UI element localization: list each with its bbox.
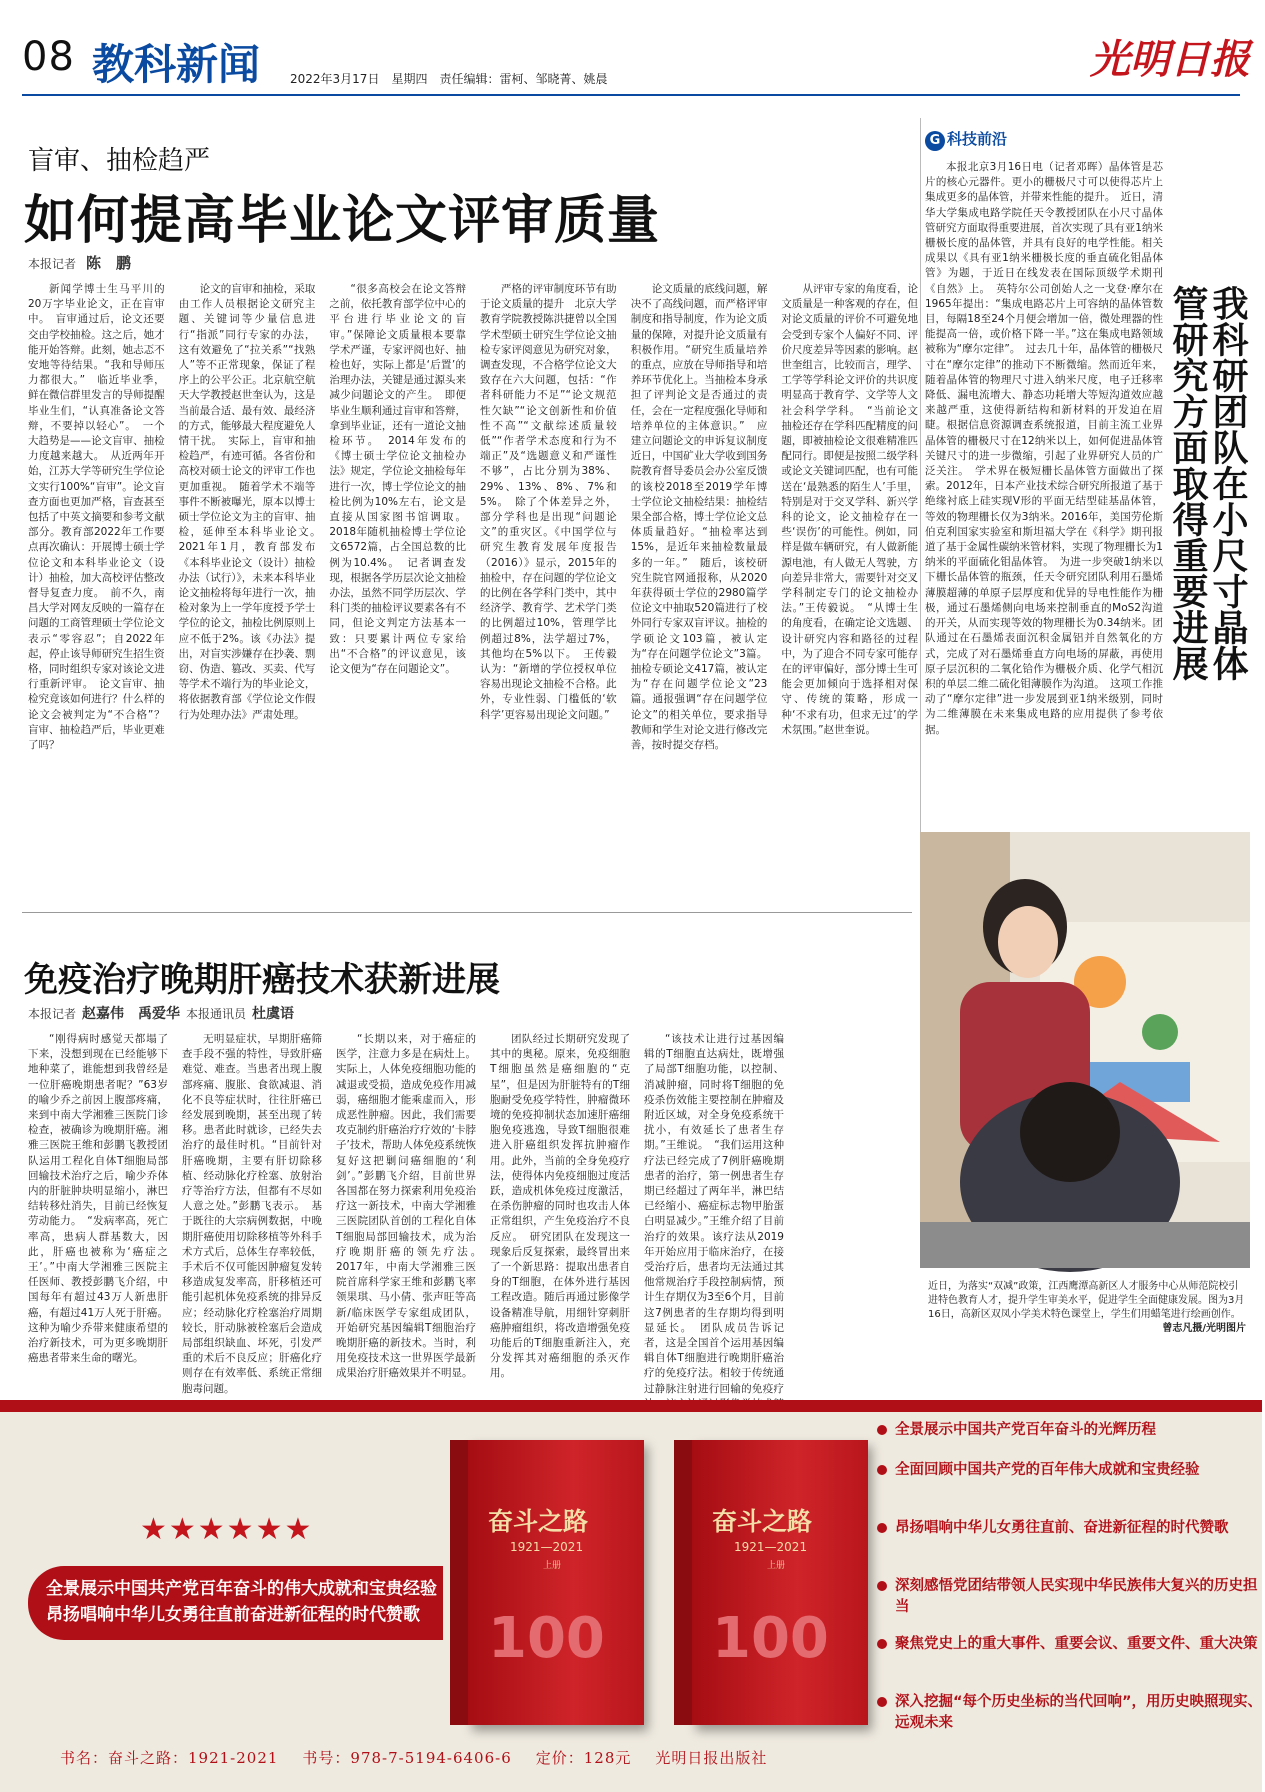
- article2-title: 免疫治疗晚期肝癌技术获新进展: [24, 960, 500, 1000]
- book-title: 奋斗之路: [712, 1507, 813, 1536]
- book-title: 奋斗之路: [488, 1507, 589, 1536]
- article1-byline: [28, 252, 131, 273]
- article2-body: [28, 1032, 918, 1394]
- book-volume: 上册: [767, 1561, 786, 1571]
- article1-column: 论文的盲审和抽检，采取由工作人员根据论文研究主题、关键词等少量信息进行“指派”同行专家的办法，这有效避免了“拉关系”“找熟人”等不正常现象，保证了程序上的公平公正。北京航空航天大学教授赵世奎认为，这是当前最合适、最有效、最经济的方式，能够最大程度避免人情干扰。 实际上，盲审和抽检趋严，有迹可循。各省份和高校对硕士论文的评审工作也更加重视。 随着学术不端等事件不断被曝光，原本以博士硕士学位论文为主的盲审、抽检，延伸至本科毕业论文。 2021年1月，教育部发布《本科毕业论文（设计）抽检办法（试行）》，未来本科毕业论文抽检将每年进行一次，抽检对象为上一学年度授予学士学位的论文，抽检比例原则上应不低于2%。该《办法》提出，对盲实涉嫌存在抄袭、剽窃、伪造、篡改、买卖、代写等学术不端行为的毕业论文，将依据教育部《学位论文作假行为处理办法》严肃处理。: [178, 283, 326, 721]
- photo-caption: 近日，为落实“双减”政策，江西鹰潭高新区人才服务中心从师范院校引进特色教育人才，提升学生审美水平，促进学生全面健康发展。图为3月16日，高新区双凤小学美术特色课堂上，学生们用蜡笔进行绘画创作。 曾志凡摄/光明图片: [928, 1281, 1246, 1334]
- book-info-line: [60, 1747, 791, 1768]
- article1-column: 论文质量的底线问题，解决不了高线问题，而严格评审制度和指导制度，作为论文质量的保障，对提升论文质量有积极作用。“研究生质量培养的重点，应放在导师指导和培养环节优化上。当抽检本身承担了评判论文是否通过的责任，会在一定程度强化导师和培养单位的主体意识。” 应建立问题论文的申诉复议制度 近日，中国矿业大学收到国务院教育督导委员会办公室反馈的该校2018至2019学年博士学位论文抽检结果：抽检结果全部合格，博士学位论文总体质量趋好。“抽检率达到15%，是近年来抽检数量最多的一年。” 随后，该校研究生院官网通报称，从2020年获得硕士学位的2980篇学位论文中抽取520篇进行了校外同行专家双盲评议。抽检的学硕论文103篇，被认定为“存在问题学位论文”3篇。抽检专硕论文417篇，被认定为“存在问题学位论文”23篇。通报强调“存在问题学位论文”的相关单位，要求指导教师和学生对论文进行修改完善，按时提交存档。: [630, 283, 778, 752]
- article1-column: 从评审专家的角度看，论文质量是一种客观的存在，但对论文质量的评价不可避免地会受到专家个人偏好不同、评价尺度差异等因素的影响。赵世奎组言，比较而言，理学、工学等学科论文评价的共识度明显高于教育学、文学等人文社会科学学科。 “当前论文抽检还存在学科匹配精度的问题，即被抽检论文很难精准匹配同行。即便是按照二级学科或论文关键词匹配，也有可能送在‘最熟悉的陌生人’手里，特别是对于交叉学科、新兴学科的论文，论文抽检存在一些‘误伤’的可能性。例如，同样是做车辆研究，有人做新能源电池，有人做无人驾驶，方向差异非常大，需要针对交叉学科制定专门的论文抽检办法。”王传毅说。 “从博士生的角度看，在确定论文选题、设计研究内容和路径的过程中，为了迎合不同专家可能存在的评审偏好，部分博士生可能会更加倾向于选择相对保守、传统的策略，形成一种‘不求有功，但求无过’的学术氛围。”赵世奎说。: [781, 283, 919, 736]
- sidebar-body: [925, 160, 1163, 930]
- book-isbn: 书号：978-7-5194-6406-6: [302, 1749, 512, 1767]
- sidebar-column: 本报北京3月16日电（记者邓晖）晶体管是芯片的核心元器件。更小的栅极尺寸可以使得芯片上集成更多的晶体管，并带来性能的提升。 近日，清华大学集成电路学院任天令教授团队在小尺寸晶体管研究方面取得重要进展，首次实现了具有亚1纳米栅极长度的晶体管，并具有良好的电学性能。相关成果以《具有亚1纳米栅极长度的垂直硫化钼晶体管》为题，于近日在线发表在国际顶级学术期刊《自然》上。 英特尔公司创始人之一戈登·摩尔在1965年提出：“集成电路芯片上可容纳的晶体管数目，每隔18至24个月便会增加一倍，微处理器的性能提高一倍，或价格下降一半。”这在集成电路领域被称为“摩尔定律”。 过去几十年，晶体管的栅极尺寸在“摩尔定律”的推动下不断微缩。然而近年来，随着晶体管的物理尺寸进入纳米尺度，电子迁移率降低、漏电流增大、静态功耗增大等短沟道效应越来越严重，这使得新结构和新材料的开发迫在眉睫。根据信息资源调查系统报道，目前主流工业界晶体管的栅极尺寸在12纳米以上，如何促进晶体管关键尺寸的进一步微缩，引起了业界研究人员的广泛关注。 学术界在极短栅长晶体管方面做出了探索。2012年，日本产业技术综合研究所报道了基于绝缘衬底上硅实现V形的平面无结型硅基晶体管，等效的物理栅长仅为3纳米。2016年，美国劳伦斯伯克利国家实验室和斯坦福大学在《科学》期刊报道了基于金属性碳纳米管材料，实现了物理栅长为1纳米的平面硫化钼晶体管。 为进一步突破1纳米以下栅长晶体管的瓶颈，任天令研究团队利用石墨烯薄膜超薄的单原子层厚度和优异的导电性能作为栅极，通过石墨烯侧向电场来控制垂直的MoS2沟道的开关，从而实现等效的物理栅长为0.34纳米。团队通过在石墨烯表面沉积金属铝并自然氧化的方式，完成了对石墨烯垂直方向电场的屏蔽，再使用原子层沉积的二氧化铪作为栅极介质、化学气相沉积的单层二维二硫化钼薄膜作为沟道。 这项工作推动了“摩尔定律”进一步发展到亚1纳米级别，同时为二维薄膜在未来集成电路的应用提供了参考依据。: [925, 161, 1163, 736]
- article1-title: 如何提高毕业论文评审质量: [24, 190, 661, 251]
- book-years: 1921—2021: [734, 1540, 808, 1554]
- ad-bullet: 昂扬唱响中华儿女勇往直前、奋进新征程的时代赞歌: [875, 1518, 1265, 1539]
- page-number: 08: [22, 34, 75, 80]
- article2-column: “长期以来，对于癌症的医学，注意力多是在病灶上。实际上，人体免疫细胞功能的减退或受损，造成免疫作用减弱，癌细胞才能乘虚而入，形成恶性肿瘤。因此，我们需要攻克制约肝癌治疗疗效的‘卡脖子’技术，帮助人体免疫系统恢复好这把剿问癌细胞的‘利剑’。”彭鹏飞介绍，目前世界各国都在努力探索利用免疫治疗这一新技术，中南大学湘雅三医院团队首创的工程化自体T细胞局部回输技术，成为治疗晚期肝癌的领先疗法。 2017年，中南大学湘雅三医院首席科学家王维和彭鹏飞率领果琪、马小倩、张声旺等高新/临床医学专家组成团队，开始研究基因编辑T细胞治疗晚期肝癌的新技术。当时，利用免疫技术这一世界医学最新成果治疗肝癌效果并不明显。: [336, 1033, 487, 1380]
- ad-top-band: [0, 1400, 1262, 1412]
- header-rule: [22, 94, 1240, 96]
- article2-column: 团队经过长期研究发现了其中的奥秘。原来，免疫细胞T细胞虽然是癌细胞的“克星”，但是因为肝脏特有的T细胞耐受免疫学特性，肿瘤微环境的免疫抑制状态加速肝癌细胞免疫逃逸，导致T细胞很难进入肝癌组织发挥抗肿瘤作用。此外，当前的全身免疫疗法，使得体内免疫细胞过度活跃，造成机体免疫过度激活，在杀伤肿瘤的同时也攻击人体正常组织，产生免疫治疗不良反应。 研究团队在发现这一现象后反复探索，最终冒出来了一个新思路：提取出患者自身的T细胞，在体外进行基因工程改造。随后再通过影像学设备精准导航，用细针穿刺肝癌肿瘤组织，将改造增强免疫功能后的T细胞重新注入，充分发挥其对癌细胞的杀灭作用。: [490, 1033, 630, 1380]
- newspaper-masthead-logo: 光明日报: [1090, 36, 1250, 83]
- article1-column: 严格的评审制度环节有助于论文质量的提升 北京大学教育学院教授陈洪捷曾以全国学术型硕士研究生学位论文抽检专家评阅意见为研究对象，调查发现，不合格学位论文大致存在六大问题，包括：“作者科研能力不足”“论文规范性欠缺”“论文创新性和价值性不高”“文献综述质量较低”“作者学术态度和行为不端正”及“选题意义和严谨性不够”，占比分别为38%、29%、13%、8%、7%和5%。 除了个体差异之外，部分学科也是出现“问题论文”的重灾区。《中国学位与研究生教育发展年度报告（2016）》显示，2015年的抽检中，存在问题的学位论文的比例在各学科门类中，其中经济学、教育学、艺术学门类的比例超过10%，管理学比例超过8%，法学超过7%，其他均在5%以下。 王传毅认为：“新增的学位授权单位容易出现论文抽检不合格。此外，专业性弱、门槛低的‘软科学’更容易出现论文问题。”: [480, 283, 617, 721]
- book-spine: [674, 1440, 692, 1725]
- sidebar-rule: [920, 118, 921, 940]
- article2-column: “刚得病时感觉天都塌了下来，没想到现在已经能够下地种菜了，谁能想到我曾经是一位肝癌晚期患者呢？”63岁的喻少乔之前因上腹部疼痛，来到中南大学湘雅三医院门诊检查，被确诊为晚期肝癌。湘雅三医院王维和彭鹏飞教授团队运用工程化自体T细胞局部回输技术治疗之后，喻少乔体内的肝脏肿块明显缩小，淋巴结转移灶消失，目前已经恢复劳动能力。 “发病率高，死亡率高，患病人群基数大，因此，肝癌也被称为‘癌症之王’。”中南大学湘雅三医院主任医师、教授彭鹏飞介绍，中国每年有超过43万人新患肝癌，有超过41万人死于肝癌。这种为喻少乔带来健康希望的治疗新技术，可为更多晚期肝癌患者带来生命的曙光。: [28, 1033, 168, 1365]
- top-bar: [0, 18, 1262, 24]
- article2-byline: 本报记者 赵嘉伟 禹爱华 本报通讯员 杜虞语: [28, 1006, 295, 1022]
- book-100-mark: 100: [488, 1606, 605, 1671]
- stars-decoration: ★★★★★★: [140, 1512, 314, 1547]
- book-volume: 上册: [543, 1561, 562, 1571]
- ad-bullet: 全面回顾中国共产党的百年伟大成就和宝贵经验: [875, 1460, 1265, 1481]
- photo-credit: 曾志凡摄/光明图片: [1162, 1323, 1246, 1334]
- ad-bullet: 全景展示中国共产党百年奋斗的光辉历程: [875, 1420, 1265, 1441]
- book-publisher: 光明日报出版社: [655, 1749, 768, 1767]
- article1-column: 新闻学博士生马平川的20万字毕业论文，正在盲审中。 盲审通过后，论文还要交由学校抽检。这之后，她才能开始答辩。此刻，她忐忑不安地等待结果。“我和导师压力都很大。” 临近毕业季，鲜在微信群里发言的导师提醒毕业生们，“认真准备论文答辩，不要掉以轻心”。 一个大趋势是——论文盲审、抽检力度越来越大。 从近两年开始，江苏大学等研究生学位论文实行100%“盲审”。论文盲查方面也更加严格，盲查甚至包括了中英文摘要和参考文献部分。教育部2022年工作要点再次确认：开展博士硕士学位论文和本科毕业论文（设计）抽检，加大高校评估整改督导复查力度。 前不久，南昌大学对网友反映的一篇存在问题的工商管理硕士学位论文表示“零容忍”；自2022年起，停止该导师研究生招生资格，同时组织专家对该论文进行重新评审。 论文盲审、抽检究竟该如何进行？什么样的论文会被判定为“不合格”？盲审、抽检趋严后，毕业更难了吗？: [28, 283, 165, 752]
- byline-label: 本报记者: [28, 257, 77, 271]
- book-100-mark: 100: [712, 1606, 829, 1671]
- ad-bullet: 深入挖掘“每个历史坐标的当代回响”，用历史映照现实、远观未来: [875, 1692, 1265, 1734]
- book-cover: [692, 1440, 868, 1725]
- book-years: 1921—2021: [510, 1540, 584, 1554]
- section-title: 教科新闻: [92, 40, 261, 89]
- book-price: 定价：128元: [535, 1749, 632, 1767]
- g-logo-icon: G: [925, 131, 945, 151]
- article2-column: “该技术让进行过基因编辑的T细胞直达病灶，既增强了局部T细胞功能，以控制、消减肿瘤，同时将T细胞的免疫杀伤效能主要控制在肿瘤及附近区域，对全身免疫系统干扰小，有效延长了患者生存期。”王维说。 “我们运用这种疗法已经完成了7例肝癌晚期患者的治疗，第一例患者生存期已经超过了两年半，淋巴结已经缩小、癌症标志物甲胎蛋白明显减少。”王维介绍了目前治疗的效果。该疗法从2019年开始应用于临床治疗，在接受治疗后，患者均无法通过其他常规治疗手段控制病情，预计生存期仅为3至6个月，目前这7例患者的生存期均得到明显延长。 团队成员告诉记者，这是全国首个运用基因编辑自体T细胞进行晚期肝癌治疗的免疫疗法。相较于传统通过静脉注射进行回输的免疫疗: [644, 1033, 784, 1395]
- tech-frontier-label: G 科技前沿: [925, 128, 1007, 151]
- book-cover: [468, 1440, 644, 1725]
- book-name: 书名：奋斗之路：1921-2021: [60, 1749, 279, 1767]
- dateline: 2022年3月17日 星期四 责任编辑：雷柯、邹晓菁、姚晨: [290, 72, 608, 86]
- article1-body: [28, 282, 918, 902]
- classroom-photo: [920, 832, 1250, 1268]
- ad-bullet: 深刻感悟党团结带领人民实现中华民族伟大复兴的历史担当: [875, 1576, 1265, 1618]
- ad-slogan: 全景展示中国共产党百年奋斗的伟大成就和宝贵经验 昂扬唱响中华儿女勇往直前奋进新征程的时代赞歌: [28, 1566, 443, 1640]
- ad-bullet: 聚焦党史上的重大事件、重要会议、重要文件、重大决策: [875, 1634, 1265, 1655]
- photo-illustration: [920, 832, 1250, 1268]
- article-divider: [22, 912, 912, 913]
- article1-column: “很多高校会在论文答辩之前，依托教育部学位中心的平台进行毕业论文的盲审。”保障论文质量根本要靠学术严谨，专家评阅也好、抽检也好，实际上都是‘后置’的治理办法，关键是通过源头来减少问题论文的产生。 即便毕业生顺利通过盲审和答辩，拿到毕业证，还有一道论文抽检环节。 2014年发布的《博士硕士学位论文抽检办法》规定，学位论文抽检每年进行一次，博士学位论文的抽检比例为10%左右，论文是直接从国家图书馆调取。2018年随机抽检博士学位论文6572篇，占全国总数的比例为10.4%。 记者调查发现，根据各学历层次论文抽检办法，虽然不同学历层次、学科门类的抽检评议要素各有不同，但论文判定方法基本一致：只要累计两位专家给出“不合格”的评议意见，该论文便为“存在问题论文”。: [329, 283, 467, 676]
- article2-column: 无明显症状，早期肝癌筛查手段不强的特性，导致肝癌难觉、难查。当患者出现上腹部疼痛、腹胀、食欲减退、消化不良等症状时，往往肝癌已经发展到晚期，甚至出现了转移。患者此时就诊，已经失去治疗的最佳时机。“目前针对肝癌晚期，主要有肝切除移植、经动脉化疗栓塞、放射治疗等治疗方法，但都有不尽如人意之处。”彭鹏飞表示。 基于既往的大宗病例数据，中晚期肝癌使用切除移植等外科手术方式后，总体生存率较低，手术后不仅可能因肿瘤复发转移造成复发率高，肝移植还可能引起机体免疫系统的排异反应；经动脉化疗栓塞治疗周期较长，肝动脉被栓塞后会造成局部组织缺血、坏死，引发严重的术后不良反应；肝癌化疗则存在有效率低、系统正常细胞毒问题。: [182, 1033, 322, 1395]
- book-spine: [450, 1440, 468, 1725]
- sidebar-title: 我科研团队在小尺寸晶体管研究方面取得重要进展: [1167, 285, 1249, 681]
- article1-kicker: 盲审、抽检趋严: [28, 146, 211, 176]
- byline-name: 陈 鹏: [86, 254, 132, 272]
